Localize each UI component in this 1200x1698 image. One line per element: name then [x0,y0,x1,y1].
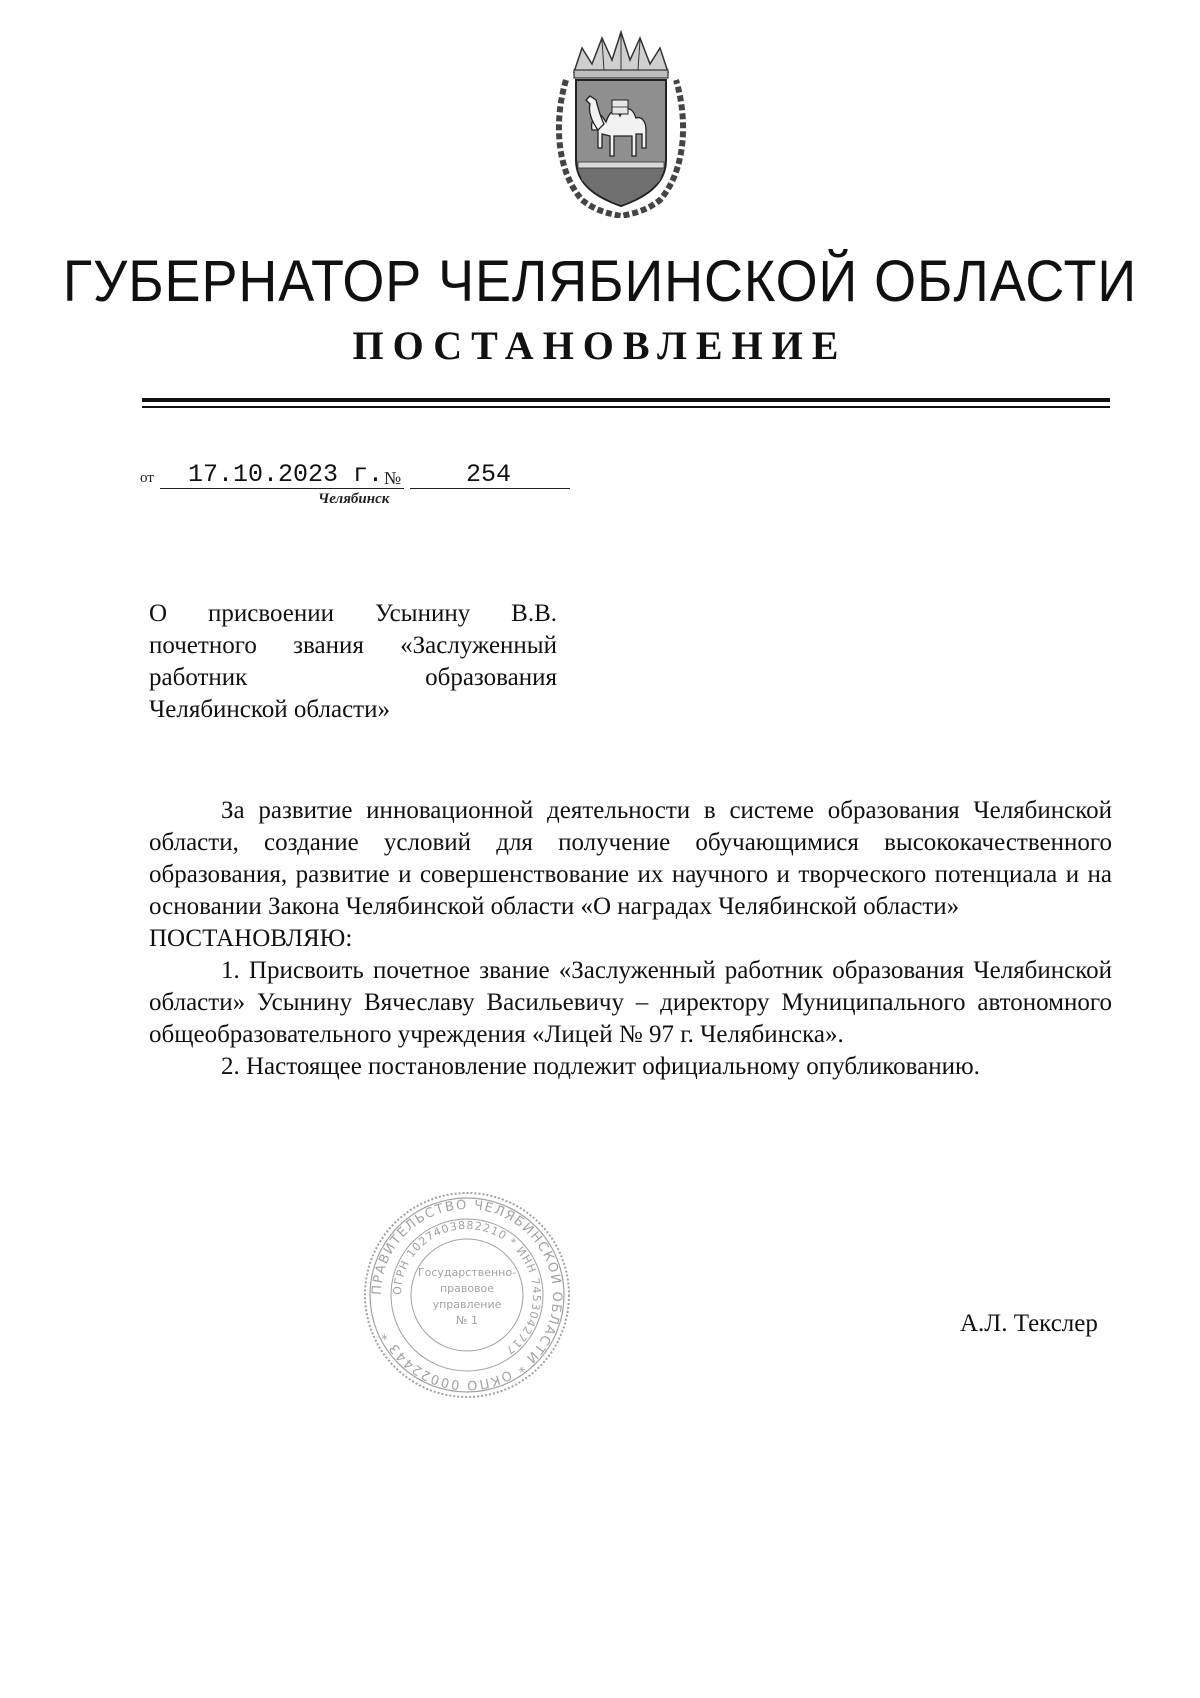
subject-line: О присвоении Усынину В.В. [149,600,557,627]
subject-line: Челябинской области» [149,696,390,723]
item-1-paragraph: 1. Присвоить почетное звание «Заслуженный работник образования Челябинской области» Усынину Вячеславу Васильевичу – директору Муниципального автономного общеобразовательного учреждения «Лицей № 97 г. Челябинска». [149,957,1112,1048]
date-number-line [140,460,570,490]
seal-outer-ring-text: ПРАВИТЕЛЬСТВО ЧЕЛЯБИНСКОЙ ОБЛАСТИ * ОКПО 00022443 * [369,1197,565,1393]
official-seal-stamp [362,1190,572,1400]
document-subject [149,598,557,726]
seal-inner-ring-text: ОГРН 1027403882210 * ИНН 7453042717 [390,1218,544,1358]
seal-center-line: № 1 [456,1314,478,1327]
resolve-heading: ПОСТАНОВЛЯЮ: [149,925,353,952]
subject-line: почетного звания «Заслуженный [149,632,557,659]
seal-center-line: правовое [439,1282,495,1295]
seal-center-line: управление [432,1298,502,1311]
document-number: 254 [466,460,512,489]
date-prefix: от [140,470,154,486]
seal-center-line: Государственно- [417,1266,517,1279]
signatory-name: А.Л. Текслер [960,1310,1098,1337]
organization-title: ГУБЕРНАТОР ЧЕЛЯБИНСКОЙ ОБЛАСТИ [62,249,1138,314]
subject-line: работник образования [149,664,557,691]
preamble-paragraph: За развитие инновационной деятельности в системе образования Челябинской области, создание условий для получение обучающимися высококачественного образования, развитие и совершенствование их научного и творческого потенциала и на основании Закона Челябинской области «О наградах Челябинской области» [149,797,1112,920]
header-rule-thick [142,398,1110,402]
header-rule-thin [142,406,1110,408]
coat-of-arms-emblem [552,30,690,218]
document-type-title: ПОСТАНОВЛЕНИЕ [352,323,848,368]
number-prefix: № [384,468,402,488]
document-city: Челябинск [318,491,390,507]
document-body [149,795,1112,1083]
item-2-paragraph: 2. Настоящее постановление подлежит официальному опубликованию. [221,1053,980,1080]
document-date: 17.10.2023 г. [188,460,384,489]
